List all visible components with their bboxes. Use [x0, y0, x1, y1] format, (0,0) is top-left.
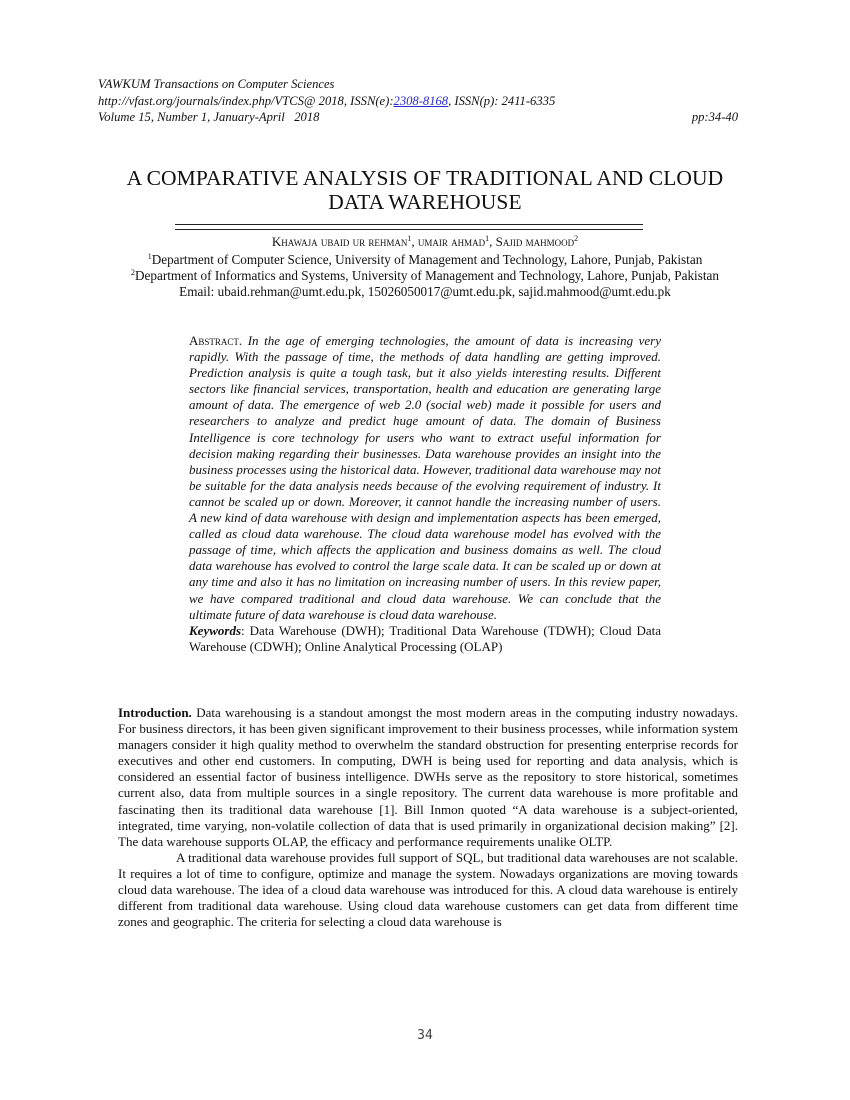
abstract-label: Abstract. [189, 333, 243, 348]
affiliation-2 [110, 268, 740, 284]
affiliation-1 [110, 252, 740, 268]
abstract-text: In the age of emerging technologies, the amount of data is increasing very rapidly. With the passage of time, the methods of data handling are getting improved. Prediction analysis is quite a tough task, but it also yields interesting results. Different sectors like financial services, transportation, health and education are generating large amount of data. The emergence of web 2.0 (social web) made it possible for users and researchers to analyze and predict huge amount of data. The domain of Business Intelligence is core technology for users who want to extract useful information for decision making regarding their businesses. Data warehouse provides an insight into the business processes using the historical data. However, traditional data warehouse may not be suitable for the data analysis needs because of the evolving requirement of industry. It cannot be scaled up or down. Moreover, it cannot handle the increasing number of users. A new kind of data warehouse with design and implementation aspects has been emerged, called as cloud data warehouse. The cloud data warehouse model has evolved with the passage of time, which affects the application and business domains as well. The cloud data warehouse has evolved to control the large scale data. It can be scaled up or down at any time and also it has no limitation on increasing number of users. In this review paper, we have compared traditional and cloud data warehouse. We can conclude that the ultimate future of data warehouse is cloud data warehouse. [189, 333, 662, 622]
title-rule-top [175, 224, 643, 225]
paper-title [80, 166, 770, 214]
abstract [189, 333, 661, 655]
author-affil-mark: 1 [485, 234, 490, 243]
volume-info: Volume 15, Number 1, January-April 2018 [98, 110, 320, 124]
author-list: Khawaja ubaid ur rehman$^1$, umair ahmad$^1$, Sajid mahmood$^2$ [271, 234, 579, 249]
issn-e-link[interactable]: 2308-8168 [393, 93, 449, 108]
journal-url: http://vfast.org/journals/index.php/VTCS@ 2018, ISSN(e): [98, 93, 394, 108]
keywords-label: Keywords [189, 622, 241, 638]
introduction-section [118, 705, 738, 930]
volume-line [98, 109, 738, 126]
affil-number: 2 [131, 268, 136, 278]
page-number: 34 [417, 1028, 433, 1043]
author-affil-mark: 2 [574, 234, 579, 243]
author: Sajid mahmood [495, 234, 575, 249]
journal-name: VAWKUM Transactions on Computer Sciences [98, 77, 335, 91]
journal-url-line [98, 93, 738, 110]
intro-paragraph-2: A traditional data warehouse provides full support of SQL, but traditional data warehouses are not scalable. It requires a lot of time to configure, optimize and manage the system. Nowadays organizations are moving towards cloud data warehouse. The idea of a cloud data warehouse was introduced for this. A cloud data warehouse is entirely different from traditional data warehouse. Using cloud data warehouse customers can get data from different time zones and geographic. The criteria for selecting a cloud data warehouse is [118, 849, 738, 930]
title-rule-bottom [175, 229, 643, 230]
author: Khawaja ubaid ur rehman [271, 234, 408, 249]
intro-heading: Introduction. [118, 705, 192, 720]
author: umair ahmad [417, 234, 486, 249]
intro-text-1: Data warehousing is a standout amongst the most modern areas in the computing industry nowadays. For business directors, it has been given significant improvement to their business processes, while information system managers consider it high quality method to overwhelm the standard obstruction for presenting enterprise records for executives and other end customers. In computing, DWH is being used for reporting and data analysis, which is considered an essential factor of business intelligence. DWHs serve as the repository to store historical, sometimes current also, data from multiple sources in a single repository. The current data warehouse is more profitable and fascinating then its traditional data warehouse [1]. Bill Inmon quoted “A data warehouse is a subject-oriented, integrated, time varying, non-volatile collection of data that is used primarily in organizational decision making” [2]. The data warehouse supports OLAP, the efficacy and performance requirements unalike OLTP. [118, 705, 738, 849]
page-range: pp:34-40 [691, 110, 738, 124]
title-line-2: DATA WAREHOUSE [328, 190, 522, 214]
title-line-1: A COMPARATIVE ANALYSIS OF TRADITIONAL AND CLOUD [126, 166, 724, 190]
affil-text: Department of Informatics and Systems, University of Management and Technology, Lahore, Punjab, Pakistan [135, 268, 719, 284]
running-header [98, 76, 738, 126]
intro-paragraph-1 [118, 705, 738, 850]
affil-number: 1 [147, 252, 152, 261]
affiliations [110, 252, 740, 301]
issn-p: , ISSN(p): 2411-6335 [448, 93, 556, 108]
affil-text: Department of Computer Science, University of Management and Technology, Lahore, Punjab, Pakistan [151, 252, 703, 267]
keywords-text: : Data Warehouse (DWH); Traditional Data Warehouse (TDWH); Cloud Data Warehouse (CDWH); Online Analytical Processing (OLAP) [189, 622, 661, 654]
author-emails: Email: ubaid.rehman@umt.edu.pk, 15026050017@umt.edu.pk, sajid.mahmood@umt.edu.pk [179, 284, 671, 300]
author-affil-mark: 1 [407, 234, 412, 243]
